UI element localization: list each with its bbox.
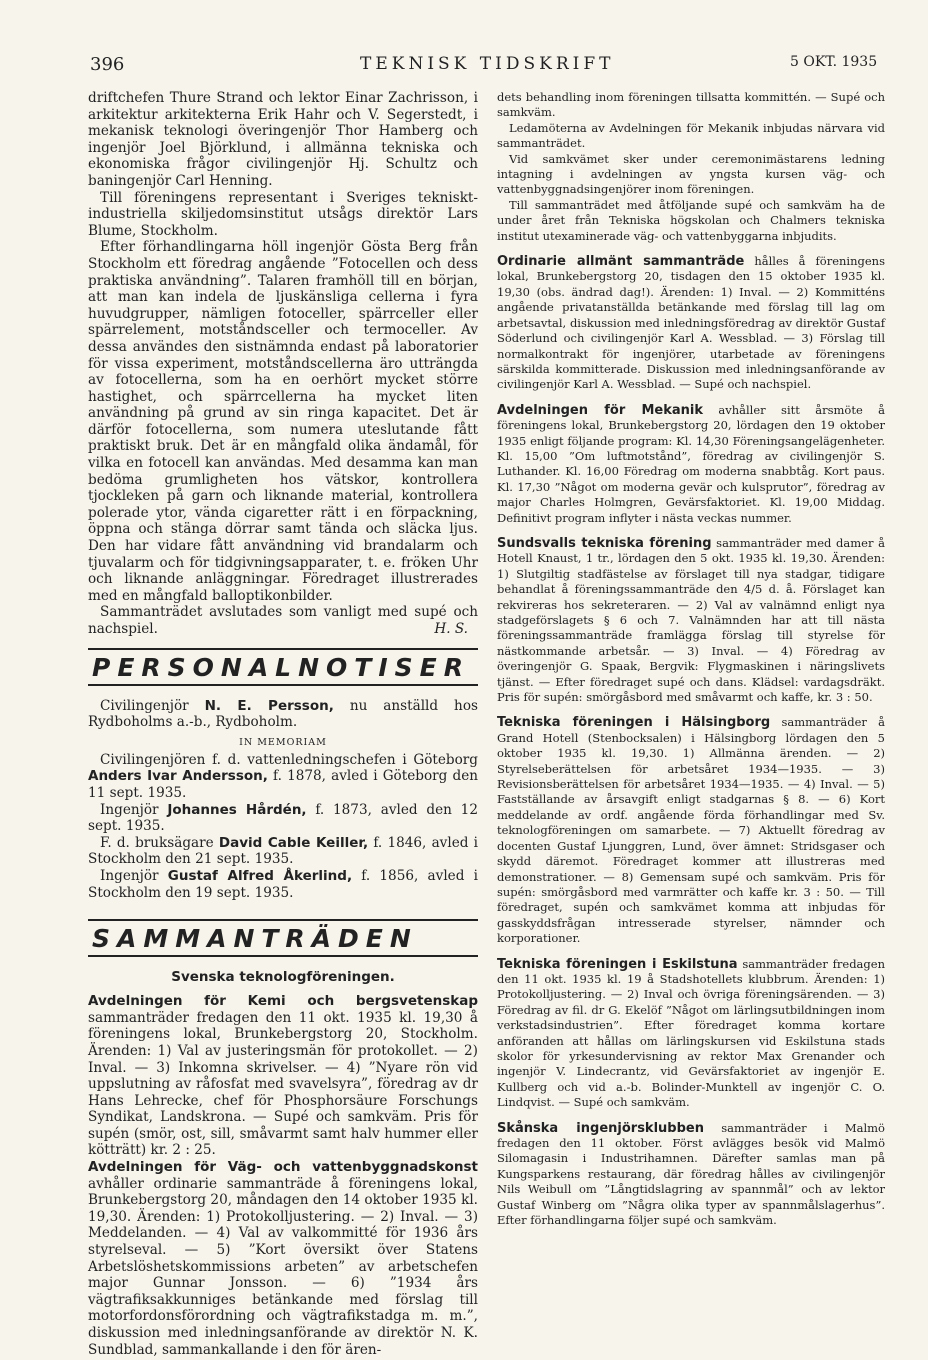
left-paragraph bbox=[88, 604, 478, 637]
meeting-notice-mekanik: Avdelningen för Mekanik avhåller sitt årsmöte å föreningens lokal, Brunkebergstorg 20, lördagen den 19 oktober 1935 enligt följande program: Kl. 14,30 Föreningsangelägenheter. Kl. 15,00 ”Om luftmotstånd”, föredrag av civilingenjör S. Luthander. Kl. 16,00 Föredrag om moderna snabbtåg. Kort paus. Kl. 17,30 ”Något om moderna gevär och kulsprutor”, föredrag av major Charles Holmgren, Gevärsfaktoriet. Kl. 19,00 Middag. Definitivt program inflyter i nästa veckas nummer. bbox=[497, 402, 885, 525]
meeting-notice-eskilstuna: Tekniska föreningen i Eskilstuna sammanträder fredagen den 11 okt. 1935 kl. 19 å Stadshotellets klubbrum. Ärenden: 1) Protokolljustering. — 2) Inval och övriga föreningsärenden. — 3) Föredrag av fil. dr G. Ekelöf ”Något om lärlingsutbildningen inom verkstadsindustrien”. Efter föredraget komma kortare anföranden att hållas om lärlingskursen vid Eskilstuna stads skolor för yrkesundervisning av rektor Max Grenander och ingenjör V. Lindecrantz, vid Gevärsfaktoriet av ingenjör E. Kullberg och vid a.-b. Bolinder-Munktell av ingenjör C. O. Lindqvist. — Supé och samkväm. bbox=[497, 956, 885, 1110]
meeting-notice-ordinarie: Ordinarie allmänt sammanträde hålles å föreningens lokal, Brunkebergstorg 20, tisdagen den 15 oktober 1935 kl. 19,30 (obs. ändrad dag!). Ärenden: 1) Inval. — 2) Kommitténs angående privatanställda betänkande med förslag till lag om arbetsavtal, diskussion med inledningsföredrag av direktör Gustaf Söderlund och civilingenjör Karl A. Wessblad. — 3) Förslag till normalkontrakt för ingenjörer, utarbetade av föreningens särskilda kommitterade. Diskussion med inledningsanförande av civilingenjör Karl A. Wessblad. — Supé och nachspiel. bbox=[497, 254, 885, 392]
right-paragraph: Ledamöterna av Avdelningen för Mekanik inbjudas närvara vid sammanträdet. bbox=[497, 120, 885, 151]
sammantraden-heading: SAMMANTRÄDEN bbox=[88, 919, 478, 957]
right-column bbox=[497, 90, 885, 1228]
in-memoriam-label: IN MEMORIAM bbox=[239, 736, 327, 748]
meeting-notice-vag: Avdelningen för Väg- och vattenbyggnadskonst avhåller ordinarie sammanträde å föreningens lokal, Brunkebergstorg 20, måndagen den 14 oktober 1935 kl. 19,30. Ärenden: 1) Protokolljustering. — 2) Inval. — 3) Meddelanden. — 4) Val av valkommitté för 1936 års styrelseval. — 5) ”Kort översikt över Statens Arbetslöshetskommissions arbeten” av arbetschefen major Gunnar Jonsson. — 6) ”1934 års vägtrafiksakkunniges betänkande med förslag till motorfordonsförordning och vägtrafikstadga m. m.”, diskussion med inledningsanförande av direktör N. K. Sundblad, sammankallande i den för ären- bbox=[88, 1159, 478, 1358]
left-paragraph: Efter förhandlingarna höll ingenjör Gösta Berg från Stockholm ett föredrag angående ”Fotocellen och dess praktiska användning”. Talaren framhöll till en början, att man kan indela de ljuskänsliga cellerna i fyra huvudgrupper, nämligen fotoceller, spärrceller eller spärrelement, motståndsceller och termoceller. Av dessa användes den sistnämnda endast på laboratorier för vissa experiment, motståndscellerna äro utträngda av fotocellerna, som ha en oerhört mycket större hastighet, och spärrcellerna ha mycket liten användning på grund av sin ringa kapacitet. Det är därför fotocellerna, som numera uteslutande fått praktiskt bruk. Det är en mångfald olika ändamål, för vilka en fotocell kan användas. Med desamma kan man bedöma grumligheten hos vätskor, kontrollera tjockleken på garn och liknande material, kontrollera polerade ytor, vända cigaretter rätt i en förpackning, öppna och stänga dörrar samt tända och släcka ljus. Den har vidare fått användning vid brandalarm och tjuvalarm och för tidgivningsapparater, t. e. fröken Uhr och liknande anläggningar. Föredraget illustrerades med en mångfald balloptikonbilder. bbox=[88, 239, 478, 604]
meeting-title: Skånska ingenjörsklubben bbox=[497, 1120, 704, 1136]
signature: H. S. bbox=[434, 621, 468, 637]
meeting-title: Sundsvalls tekniska förening bbox=[497, 535, 712, 551]
person-name: Anders Ivar Andersson, bbox=[88, 768, 268, 785]
left-paragraph: Till föreningens representant i Sveriges tekniskt-industriella skiljedomsinstitut utsågs direktör Lars Blume, Stockholm. bbox=[88, 189, 478, 239]
meeting-notice-skanska: Skånska ingenjörsklubben sammanträder i Malmö fredagen den 11 oktober. Först avlägges besök vid Malmö Silomagasin i Industrihamnen. Därefter samlas man på Kungsparkens restaurang, där föredrag hålles av civilingenjör Nils Weibull om ”Långtidslagring av spannmål” och av lektor Gustaf Winberg om ”Några olika typer av spannmålslagerhus”. Efter förhandlingarna följer supé och samkväm. bbox=[497, 1120, 885, 1228]
meeting-title: Avdelningen för Mekanik bbox=[497, 402, 704, 418]
obituary: Civilingenjören f. d. vattenledningschefen i Göteborg Anders Ivar Andersson, f. 1878, avled i Göteborg den 11 sept. 1935. bbox=[88, 751, 479, 801]
person-name: Gustaf Alfred Åkerlind, bbox=[167, 867, 353, 884]
meeting-title: Tekniska föreningen i Eskilstuna bbox=[497, 956, 738, 972]
obituary: Ingenjör Gustaf Alfred Åkerlind, f. 1856, avled i Stockholm den 19 sept. 1935. bbox=[88, 867, 478, 901]
meeting-notice-halsingborg: Tekniska föreningen i Hälsingborg sammanträder å Grand Hotell (Stenbocksalen) i Hälsingborg lördagen den 5 oktober 1935 kl. 19,30. 1) Allmänna ärenden. — 2) Styrelseberättelsen för arbetsåret 1934—1935. — 3) Revisionsberättelsen för arbetsåret 1934—1935. — 4) Inval. — 5) Fastställande av årsavgift enligt stadgarnas § 8. — 6) Kort meddelande av ordf. angående förda förhandlingar med Sv. teknologföreningen om samarbete. — 7) Aktuellt föredrag av docenten Gustaf Ljunggren, Lund, över ämnet: Stridsgaser och skydd däremot. Föredraget kommer att illustreras med demonstrationer. — 8) Gemensam supé och samkväm. Pris för supén: smörgåsbord med varmrätter och kaffe kr. 3 : 50. — Till föredraget, supén och samkvämet komma att inbjudas för gasskyddsfrågan intresserade styrelser, nämnder och korporationer. bbox=[497, 715, 886, 946]
right-paragraph: Vid samkvämet sker under ceremonimästarens ledning intagning i avdelningen av yngsta kursen väg- och vattenbyggnadsingenjörer inom föreningen. bbox=[497, 151, 885, 197]
page-number: 396 bbox=[90, 54, 125, 75]
personal-notice: Civilingenjör N. E. Persson, nu anställd hos Rydboholms a.-b., Rydboholm. bbox=[88, 697, 478, 731]
meeting-notice-sundsvall: Sundsvalls tekniska förening sammanträder med damer å Hotell Knaust, 1 tr., lördagen den 5 okt. 1935 kl. 19,30. Ärenden: 1) Slutgiltig stadfästelse av förslaget till nya stadgar, tidigare behandlat å föreningssammanträde den 4/5 d. å. Förslaget kan rekvireras hos sekreteraren. — 2) Val av valnämnd enligt nya stadgeförslagets § 6 och 7. Valnämnden har att till nästa föreningssammanträde framlägga förslag till styrelse för nästkommande arbetsår. — 3) Inval. — 4) Föredrag av överingenjör G. Spaak, Bergvik: Flygmaskinen i näringslivets tjänst. — Efter föredraget supé och dans. Klädsel: vardagsdräkt. Pris för supén: smörgåsbord med småvarmt och kaffe, kr. 3 : 50. bbox=[497, 535, 885, 705]
person-name: David Cable Keiller, bbox=[218, 834, 369, 851]
left-column bbox=[88, 90, 478, 1358]
obituary: Ingenjör Johannes Hårdén, f. 1873, avled den 12 sept. 1935. bbox=[88, 801, 478, 835]
page-header bbox=[0, 50, 928, 80]
issue-date: 5 OKT. 1935 bbox=[790, 54, 878, 70]
right-paragraph: Till sammanträdet med åtföljande supé och samkväm ha de under året från Tekniska högskolan och Chalmers tekniska institut utexaminerade väg- och vattenbyggarna inbjudits. bbox=[497, 197, 885, 243]
meeting-notice-kemi: Avdelningen för Kemi och bergsvetenskap sammanträder fredagen den 11 okt. 1935 kl. 19,30 å föreningens lokal, Brunkebergstorg 20, Stockholm. Ärenden: 1) Val av justeringsmän för protokollet. — 2) Inval. — 3) Inkomna skrivelser. — 4) ”Nyare rön vid uppslutning av råfosfat med svavelsyra”, föredrag av dr Hans Lehrecke, chef för Phosphorsäure Forschungs Syndikat, Landskrona. — Supé och samkväm. Pris för supén (smör, ost, sill, småvarmt samt halv hummer eller kötträtt) kr. 2 : 25. bbox=[88, 993, 478, 1159]
person-name: Johannes Hårdén, bbox=[167, 801, 307, 818]
meeting-title: Avdelningen för Kemi och bergsvetenskap bbox=[88, 993, 478, 1010]
personalnotiser-heading: PERSONALNOTISER bbox=[88, 648, 478, 686]
obituary: F. d. bruksägare David Cable Keiller, f. 1846, avled i Stockholm den 21 sept. 1935. bbox=[88, 834, 479, 868]
meeting-title: Tekniska föreningen i Hälsingborg bbox=[497, 715, 771, 731]
journal-title: TEKNISK TIDSKRIFT bbox=[360, 54, 615, 74]
person-name: N. E. Persson, bbox=[204, 697, 334, 714]
closing-text: Sammanträdet avslutades som vanligt med supé och nachspiel. bbox=[88, 604, 478, 637]
society-subheading: Svenska teknologföreningen. bbox=[171, 969, 395, 986]
left-paragraph: driftchefen Thure Strand och lektor Einar Zachrisson, i arkitektur arkitekterna Erik Hahr och V. Segerstedt, i mekanisk teknologi överingenjör Thor Hamberg och ingenjör Joel Björklund, i allmänna tekniska och ekonomiska frågor civilingenjör Hj. Schultz och baningenjör Carl Henning. bbox=[88, 90, 478, 189]
meeting-title: Ordinarie allmänt sammanträde bbox=[497, 254, 745, 270]
meeting-title: Avdelningen för Väg- och vattenbyggnadskonst bbox=[88, 1159, 478, 1176]
right-paragraph: dets behandling inom föreningen tillsatta kommittén. — Supé och samkväm. bbox=[497, 90, 885, 120]
